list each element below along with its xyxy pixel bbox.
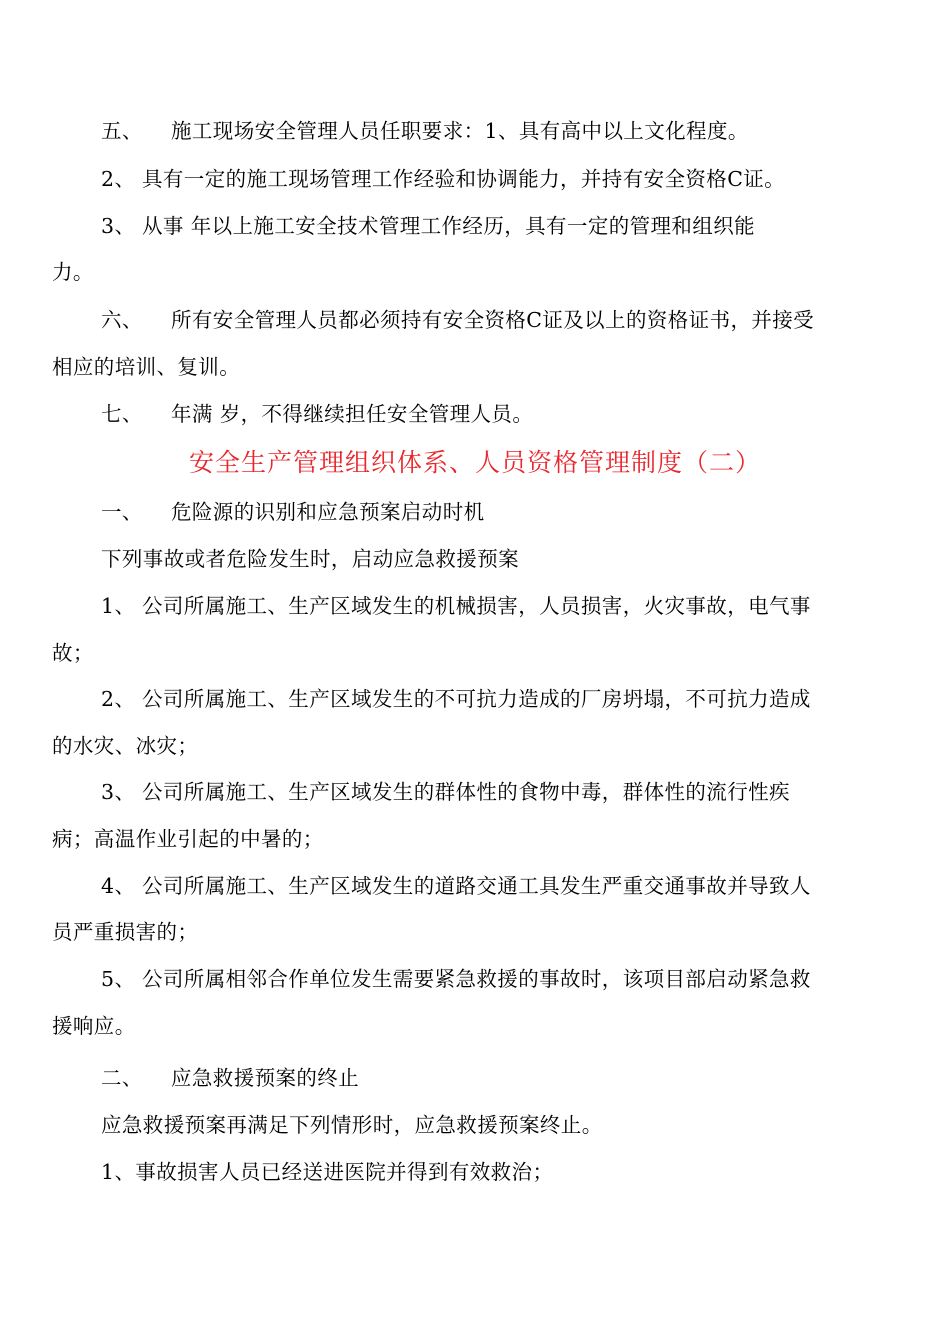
clause-five-item-3	[101, 213, 755, 239]
clause-marker: 五、	[101, 119, 143, 143]
list-item	[101, 686, 811, 712]
clause-six-cont	[52, 354, 240, 380]
item-text: 力。	[52, 260, 94, 284]
list-item	[101, 1159, 553, 1185]
item-text: 公司所属施工、生产区域发生的机械损害，人员损害，火灾事故，电气事	[142, 594, 811, 618]
clause-seven	[101, 401, 533, 427]
item-text: 援响应。	[52, 1014, 136, 1038]
item-text: 公司所属相邻合作单位发生需要紧急救援的事故时，该项目部启动紧急救	[142, 967, 811, 991]
item-text: 的水灾、冰灾；	[52, 734, 199, 758]
clause-six	[101, 307, 814, 333]
item-marker: 2、	[101, 687, 136, 711]
item-marker: 3、	[101, 214, 136, 238]
section-one-intro	[101, 546, 519, 572]
item-text: 公司所属施工、生产区域发生的道路交通工具发生严重交通事故并导致人	[142, 874, 811, 898]
item-marker: 5、	[101, 967, 136, 991]
item-text: 病；高温作业引起的中暑的；	[52, 827, 324, 851]
clause-marker: 七、	[101, 402, 143, 426]
section-two-title	[101, 1065, 359, 1091]
section-title: 应急救援预案的终止	[171, 1066, 360, 1090]
section-two-intro	[101, 1112, 603, 1138]
intro-text: 应急救援预案再满足下列情形时，应急救援预案终止。	[101, 1113, 603, 1137]
list-item-cont	[52, 733, 198, 759]
item-marker: 3、	[101, 780, 136, 804]
item-text: 具有一定的施工现场管理工作经验和协调能力，并持有安全资格C证。	[142, 167, 786, 191]
item-marker: 4、	[101, 874, 136, 898]
item-text: 公司所属施工、生产区域发生的不可抗力造成的厂房坍塌，不可抗力造成	[142, 687, 811, 711]
item-marker: 1、	[101, 594, 136, 618]
item-text: 1、事故损害人员已经送进医院并得到有效救治；	[101, 1160, 554, 1184]
section-marker: 一、	[101, 500, 143, 524]
list-item	[101, 779, 790, 805]
intro-text: 下列事故或者危险发生时，启动应急救援预案	[101, 547, 519, 571]
clause-text: 年满 岁，不得继续担任安全管理人员。	[171, 402, 534, 426]
clause-text: 所有安全管理人员都必须持有安全资格C证及以上的资格证书，并接受	[171, 308, 815, 332]
section-title: 危险源的识别和应急预案启动时机	[171, 500, 485, 524]
item-text: 故；	[52, 641, 94, 665]
clause-five	[101, 118, 749, 144]
clause-text: 施工现场安全管理人员任职要求：1、具有高中以上文化程度。	[171, 119, 749, 143]
list-item-cont	[52, 826, 324, 852]
section-heading: 安全生产管理组织体系、人员资格管理制度（二）	[188, 448, 761, 477]
list-item	[101, 873, 811, 899]
list-item	[101, 593, 811, 619]
clause-five-item-2	[101, 166, 785, 192]
item-text: 从事 年以上施工安全技术管理工作经历，具有一定的管理和组织能	[142, 214, 756, 238]
clause-marker: 六、	[101, 308, 143, 332]
clause-five-item-3-cont	[52, 259, 94, 285]
item-marker: 2、	[101, 167, 136, 191]
list-item-cont	[52, 1013, 136, 1039]
item-text: 公司所属施工、生产区域发生的群体性的食物中毒，群体性的流行性疾	[142, 780, 790, 804]
item-text: 员严重损害的；	[52, 920, 199, 944]
list-item	[101, 966, 811, 992]
section-marker: 二、	[101, 1066, 143, 1090]
section-one-title	[101, 499, 485, 525]
list-item-cont	[52, 919, 198, 945]
clause-text: 相应的培训、复训。	[52, 355, 241, 379]
list-item-cont	[52, 640, 94, 666]
